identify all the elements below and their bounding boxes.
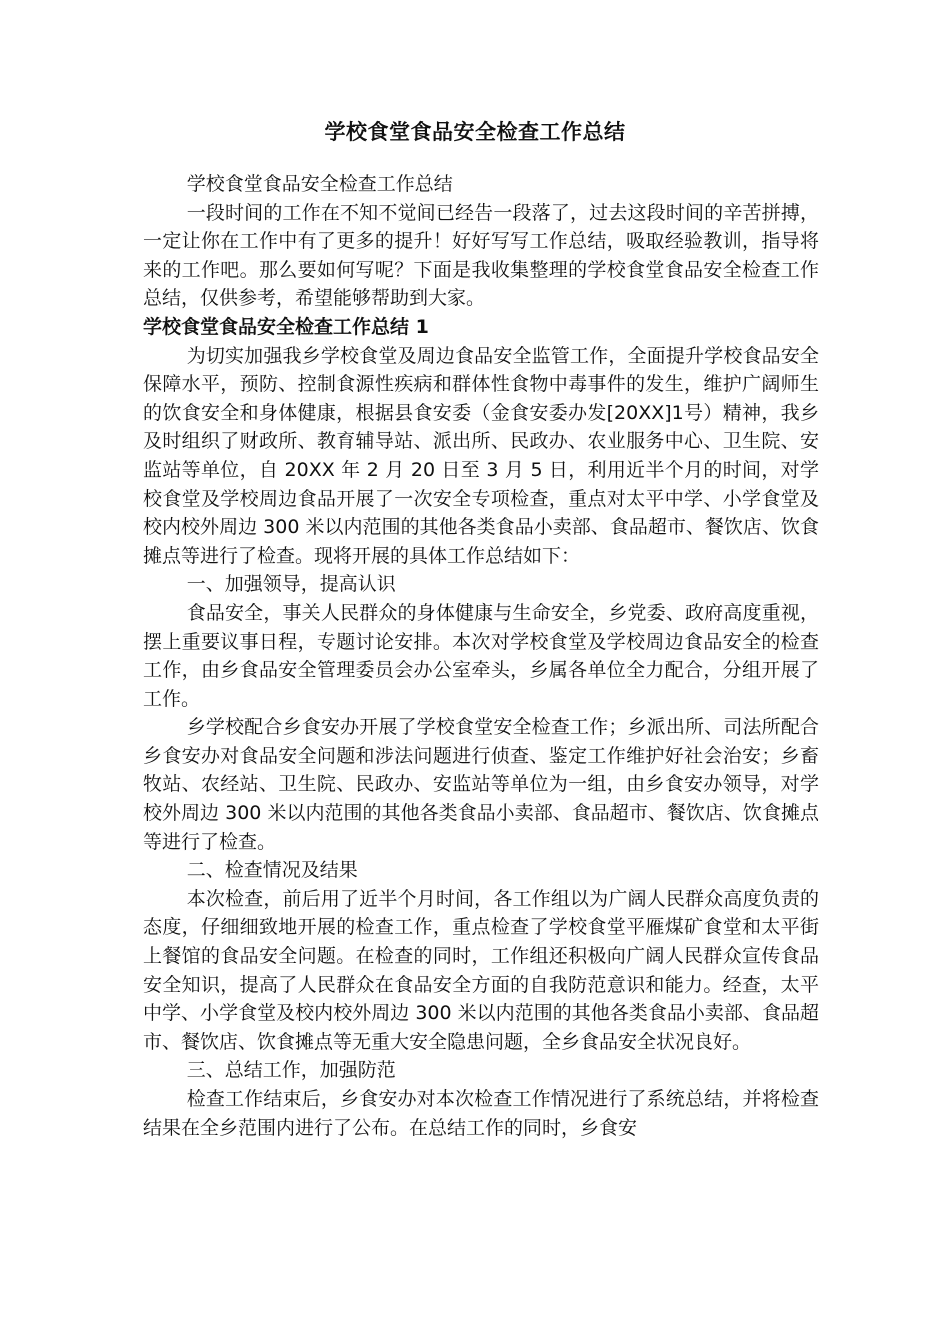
document-body	[143, 170, 819, 1142]
section-heading: 学校食堂食品安全检查工作总结 1	[143, 315, 429, 338]
intro-paragraph: 一段时间的工作在不知不觉间已经告一段落了，过去这段时间的辛苦拼搏，一定让你在工作中有了更多的提升！好好写写工作总结，吸取经验教训，指导将来的工作吧。那么要如何写呢？下面是我收集整理的学校食堂食品安全检查工作总结，仅供参考，希望能够帮助到大家。	[143, 201, 819, 310]
heading-inspection-results: 二、检查情况及结果	[186, 859, 358, 882]
heading-summary-prevention: 三、总结工作，加强防范	[186, 1059, 396, 1082]
document-subtitle: 学校食堂食品安全检查工作总结	[186, 173, 453, 195]
document-title: 学校食堂食品安全检查工作总结	[324, 120, 626, 144]
paragraph-3: 乡学校配合乡食安办开展了学校食堂安全检查工作；乡派出所、司法所配合乡食安办对食品安全问题和涉法问题进行侦查、鉴定工作维护好社会治安；乡畜牧站、农经站、卫生院、民政办、安监站等单位为一组，由乡食安办领导，对学校外周边 300 米以内范围的其他各类食品小卖部、食品超市、餐饮店、饮食摊点等进行了检查。	[143, 716, 819, 853]
paragraph-4: 本次检查，前后用了近半个月时间，各工作组以为广阔人民群众高度负责的态度，仔细细致地开展的检查工作，重点检查了学校食堂平雁煤矿食堂和太平街上餐馆的食品安全问题。在检查的同时，工作组还积极向广阔人民群众宣传食品安全知识，提高了人民群众在食品安全方面的自我防范意识和能力。经查，太平中学、小学食堂及校内校外周边 300 米以内范围的其他各类食品小卖部、食品超市、餐饮店、饮食摊点等无重大安全隐患问题，全乡食品安全状况良好。	[143, 887, 819, 1053]
paragraph-2: 食品安全，事关人民群众的身体健康与生命安全，乡党委、政府高度重视，摆上重要议事日程，专题讨论安排。本次对学校食堂及学校周边食品安全的检查工作，由乡食品安全管理委员会办公室牵头，乡属各单位全力配合，分组开展了工作。	[143, 601, 819, 710]
heading-strengthen-leadership: 一、加强领导，提高认识	[186, 573, 396, 596]
paragraph-1: 为切实加强我乡学校食堂及周边食品安全监管工作，全面提升学校食品安全保障水平，预防、控制食源性疾病和群体性食物中毒事件的发生，维护广阔师生的饮食安全和身体健康，根据县食安委（金食安委办发[20XX]1号）精神，我乡及时组织了财政所、教育辅导站、派出所、民政办、农业服务中心、卫生院、安监站等单位，自 20XX 年 2 月 20 日至 3 月 5 日，利用近半个月的时间，对学校食堂及学校周边食品开展了一次安全专项检查，重点对太平中学、小学食堂及校内校外周边 300 米以内范围的其他各类食品小卖部、食品超市、餐饮店、饮食摊点等进行了检查。现将开展的具体工作总结如下：	[143, 344, 819, 567]
paragraph-5: 检查工作结束后，乡食安办对本次检查工作情况进行了系统总结，并将检查结果在全乡范围内进行了公布。在总结工作的同时，乡食安	[143, 1088, 819, 1139]
